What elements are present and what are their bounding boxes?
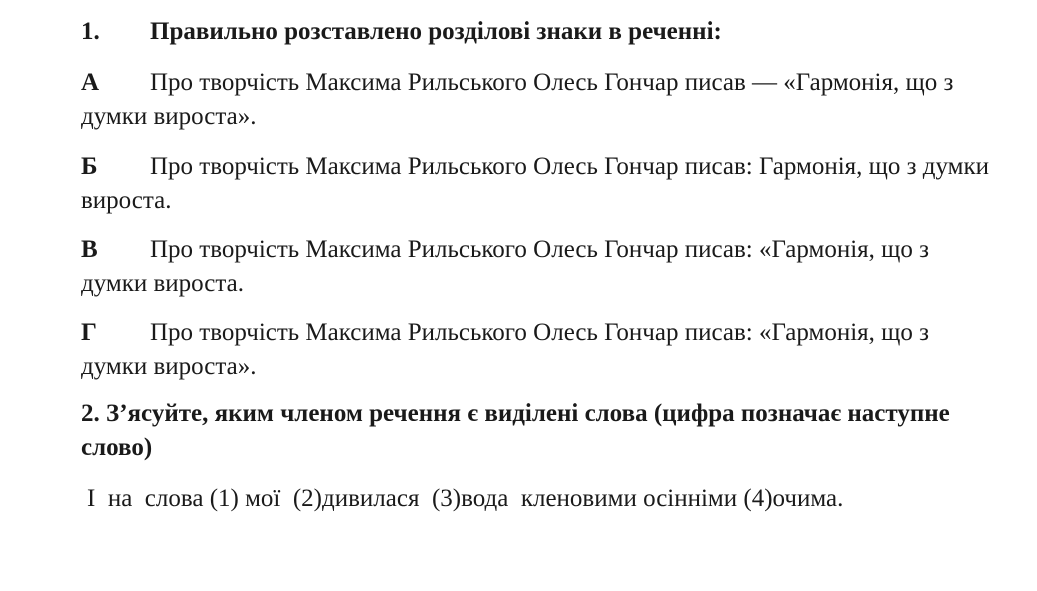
question-1-text: Правильно розставлено розділові знаки в реченні: (150, 18, 722, 45)
question-1-title (81, 15, 722, 49)
question-2-sentence: І на слова (1) мої (2)дивилася (3)вода кленовими осінніми (4)очима. (87, 485, 844, 512)
option-text: Про творчість Максима Рильського Олесь Гончар писав — «Гармонія, що з думки вироста». (81, 69, 954, 130)
option-a (81, 66, 1001, 134)
option-text: Про творчість Максима Рильського Олесь Гончар писав: «Гармонія, що з думки вироста. (81, 236, 930, 297)
option-text: Про творчість Максима Рильського Олесь Гончар писав: «Гармонія, що з думки вироста». (81, 319, 930, 380)
question-2-title: 2. З’ясуйте, яким членом речення є виділені слова (цифра позначає наступне слово) (81, 400, 950, 461)
option-letter: А (81, 69, 100, 96)
option-letter: В (81, 236, 98, 263)
option-d (81, 316, 1001, 384)
option-c (81, 233, 1001, 301)
option-letter: Г (81, 319, 97, 346)
option-b (81, 150, 1001, 218)
option-text: Про творчість Максима Рильського Олесь Гончар писав: Гармонія, що з думки вироста. (81, 153, 990, 214)
option-letter: Б (81, 153, 98, 180)
question-1-number: 1. (81, 18, 100, 45)
